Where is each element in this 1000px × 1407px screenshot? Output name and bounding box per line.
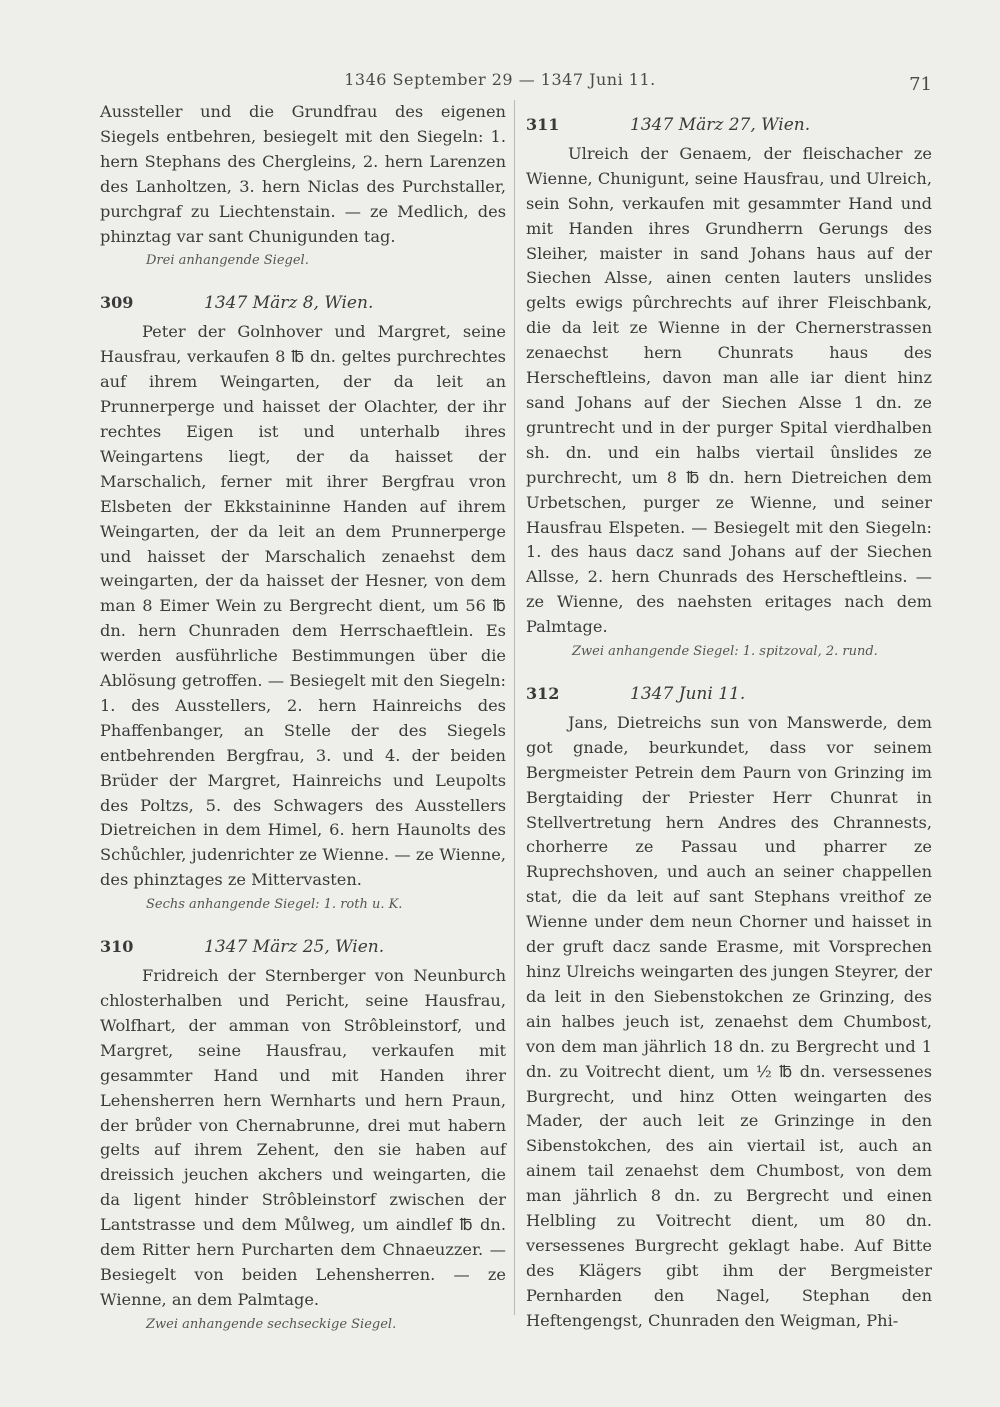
entry-309-seal-note: Sechs anhangende Siegel: 1. roth u. K. [146, 897, 403, 913]
entry-number: 309 [100, 293, 134, 313]
left-column [100, 100, 506, 1335]
entry-date: 1347 März 25, Wien. [204, 937, 385, 958]
entry-date: 1347 Juni 11. [630, 684, 746, 705]
right-column [526, 113, 932, 1334]
entry-312-heading [526, 682, 932, 707]
entry-number: 311 [526, 115, 560, 134]
entry-311-heading [526, 113, 932, 138]
running-head: 1346 September 29 — 1347 Juni 11. [344, 70, 656, 89]
page-number: 71 [909, 74, 932, 95]
entry-310-text: Fridreich der Sternberger von Neunburch chlosterhalben und Pericht, seine Hausfrau, Wolfhart, der amman von Strôbleinstorf, und Margret, seine Hausfrau, verkaufen mit gesammter Hand und mit Handen ihrer Lehensherren hern Wernharts und hern Praun, der brůder von Chernabrunne, drei mut habern gelts auf ihrem Zehent, den sie haben auf dreissich jeuchen akchers und weingarten, die da ligent hinder Strôbleinstorf zwischen der Lantstrasse und dem Můlweg, um aindlef ℔ dn. dem Ritter hern Purcharten dem Chnaeuzzer. — Besiegelt von beiden Lehensherren. — ze Wienne, an dem Palmtage. [100, 966, 506, 1309]
entry-number: 312 [526, 684, 560, 704]
continuation-seal-note: Drei anhangende Siegel. [146, 253, 309, 269]
entry-311-text: Ulreich der Genaem, der fleischacher ze Wienne, Chunigunt, seine Hausfrau, und Ulreich, sein Sohn, verkaufen mit gesammter Hand und mit Handen ihres Grundherrn Gerungs des Sleiher, maister in sand Johans haus auf der Siechen Alsse, ainen centen lauters unslides gelts ewigs pûrchrechts auf ihrer Fleischbank, die da leit ze Wienne in der Chernerstrassen zenaechst hern Chunrats haus des Herscheftleins, davon man alle iar dient hinz sand Johans auf der Siechen Alsse 1 dn. ze gruntrecht und in der purger Spital vierdhalben sh. dn. und ein halbs viertail ûnslides ze purchrecht, um 8 ℔ dn. hern Dietreichen dem Urbetschen, purger ze Wienne, und seiner Hausfrau Elspeten. — Besiegelt mit den Siegeln: 1. des haus dacz sand Johans auf der Siechen Allsse, 2. hern Chunrads des Herscheftleins. — ze Wienne, des naehsten eritages nach dem Palmtage. [526, 143, 932, 637]
entry-date: 1347 März 27, Wien. [630, 115, 811, 135]
entry-309-heading [100, 291, 506, 316]
column-divider [514, 100, 515, 1315]
entry-310-heading [100, 935, 506, 960]
entry-311-seal-note: Zwei anhangende Siegel: 1. spitzoval, 2. rund. [572, 644, 878, 660]
continuation-text: Aussteller und die Grundfrau des eigenen Siegels entbehren, besiegelt mit den Siegeln: 1. hern Stephans des Chergleins, 2. hern Larenzen des Lanholtzen, 3. hern Niclas des Purchstaller, purchgraf zu Liechtenstain. — ze Medlich, des phinztag var sant Chunigunden tag. [100, 102, 506, 246]
entry-312-text: Jans, Dietreichs sun von Manswerde, dem got gnade, beurkundet, dass vor seinem Bergmeister Petrein dem Paurn von Grinzing im Bergtaiding der Priester Herr Chunrat in Stellvertretung hern Andres des Chrannests, chorherre ze Passau und pharrer ze Ruprechshoven, und auch an seiner chappellen stat, die da leit auf sant Stephans vreithof ze Wienne under dem neun Chorner und haisset in der gruft dacz sande Erasme, mit Vorsprechen hinz Ulreichs weingarten des jungen Steyrer, der da leit in den Siebenstokchen ze Grinzing, des ain halbes jeuch ist, zenaehst dem Chumbost, von dem man jährlich 18 dn. zu Bergrecht und 1 dn. zu Voitrecht dient, um ½ ℔ dn. versessenes Burgrecht, und hinz Otten weingarten des Mader, der auch leit ze Grinzinge in den Sibenstokchen, des ain viertail ist, auch an ainem tail zenaehst dem Chumbost, von dem man jährlich 8 dn. zu Bergrecht und einen Helbling zu Voitrecht dient, um 80 dn. versessenes Burgrecht geklagt habe. Auf Bitte des Klägers gibt ihm der Bergmeister Pernharden den Nagel, Stephan den Heftengengst, Chunraden den Weigman, Phi- [526, 712, 932, 1330]
entry-number: 310 [100, 937, 134, 957]
entry-date: 1347 März 8, Wien. [204, 293, 374, 314]
entry-310-seal-note: Zwei anhangende sechseckige Siegel. [146, 1316, 397, 1332]
entry-309-text: Peter der Golnhover und Margret, seine Hausfrau, verkaufen 8 ℔ dn. geltes purchrechtes auf ihrem Weingarten, der da leit an Prunnerperge und haisset der Olachter, der ihr rechtes Eigen ist und unterhalb ihres Weingartens liegt, der da haisset der Marschalich, ferner mit ihrer Bergfrau vron Elsbeten der Ekkstaininne Handen auf ihrem Weingarten, der da leit an dem Prunnerperge und haisset der Marschalich zenaehst dem weingarten, der da haisset der Hesner, von dem man 8 Eimer Wein zu Bergrecht dient, um 56 ℔ dn. hern Chunraden dem Herrschaeftlein. Es werden ausführliche Bestimmungen über die Ablösung getroffen. — Besiegelt mit den Siegeln: 1. des Ausstellers, 2. hern Hainreichs des Phaffenbanger, an Stelle der des Siegels entbehrenden Bergfrau, 3. und 4. der beiden Brüder der Margret, Hainreichs und Leupolts des Poltzs, 5. des Schwagers des Ausstellers Dietreichen in dem Himel, 6. hern Haunolts des Schůchler, judenrichter ze Wienne. — ze Wienne, des phinztages ze Mittervasten. [100, 322, 506, 890]
